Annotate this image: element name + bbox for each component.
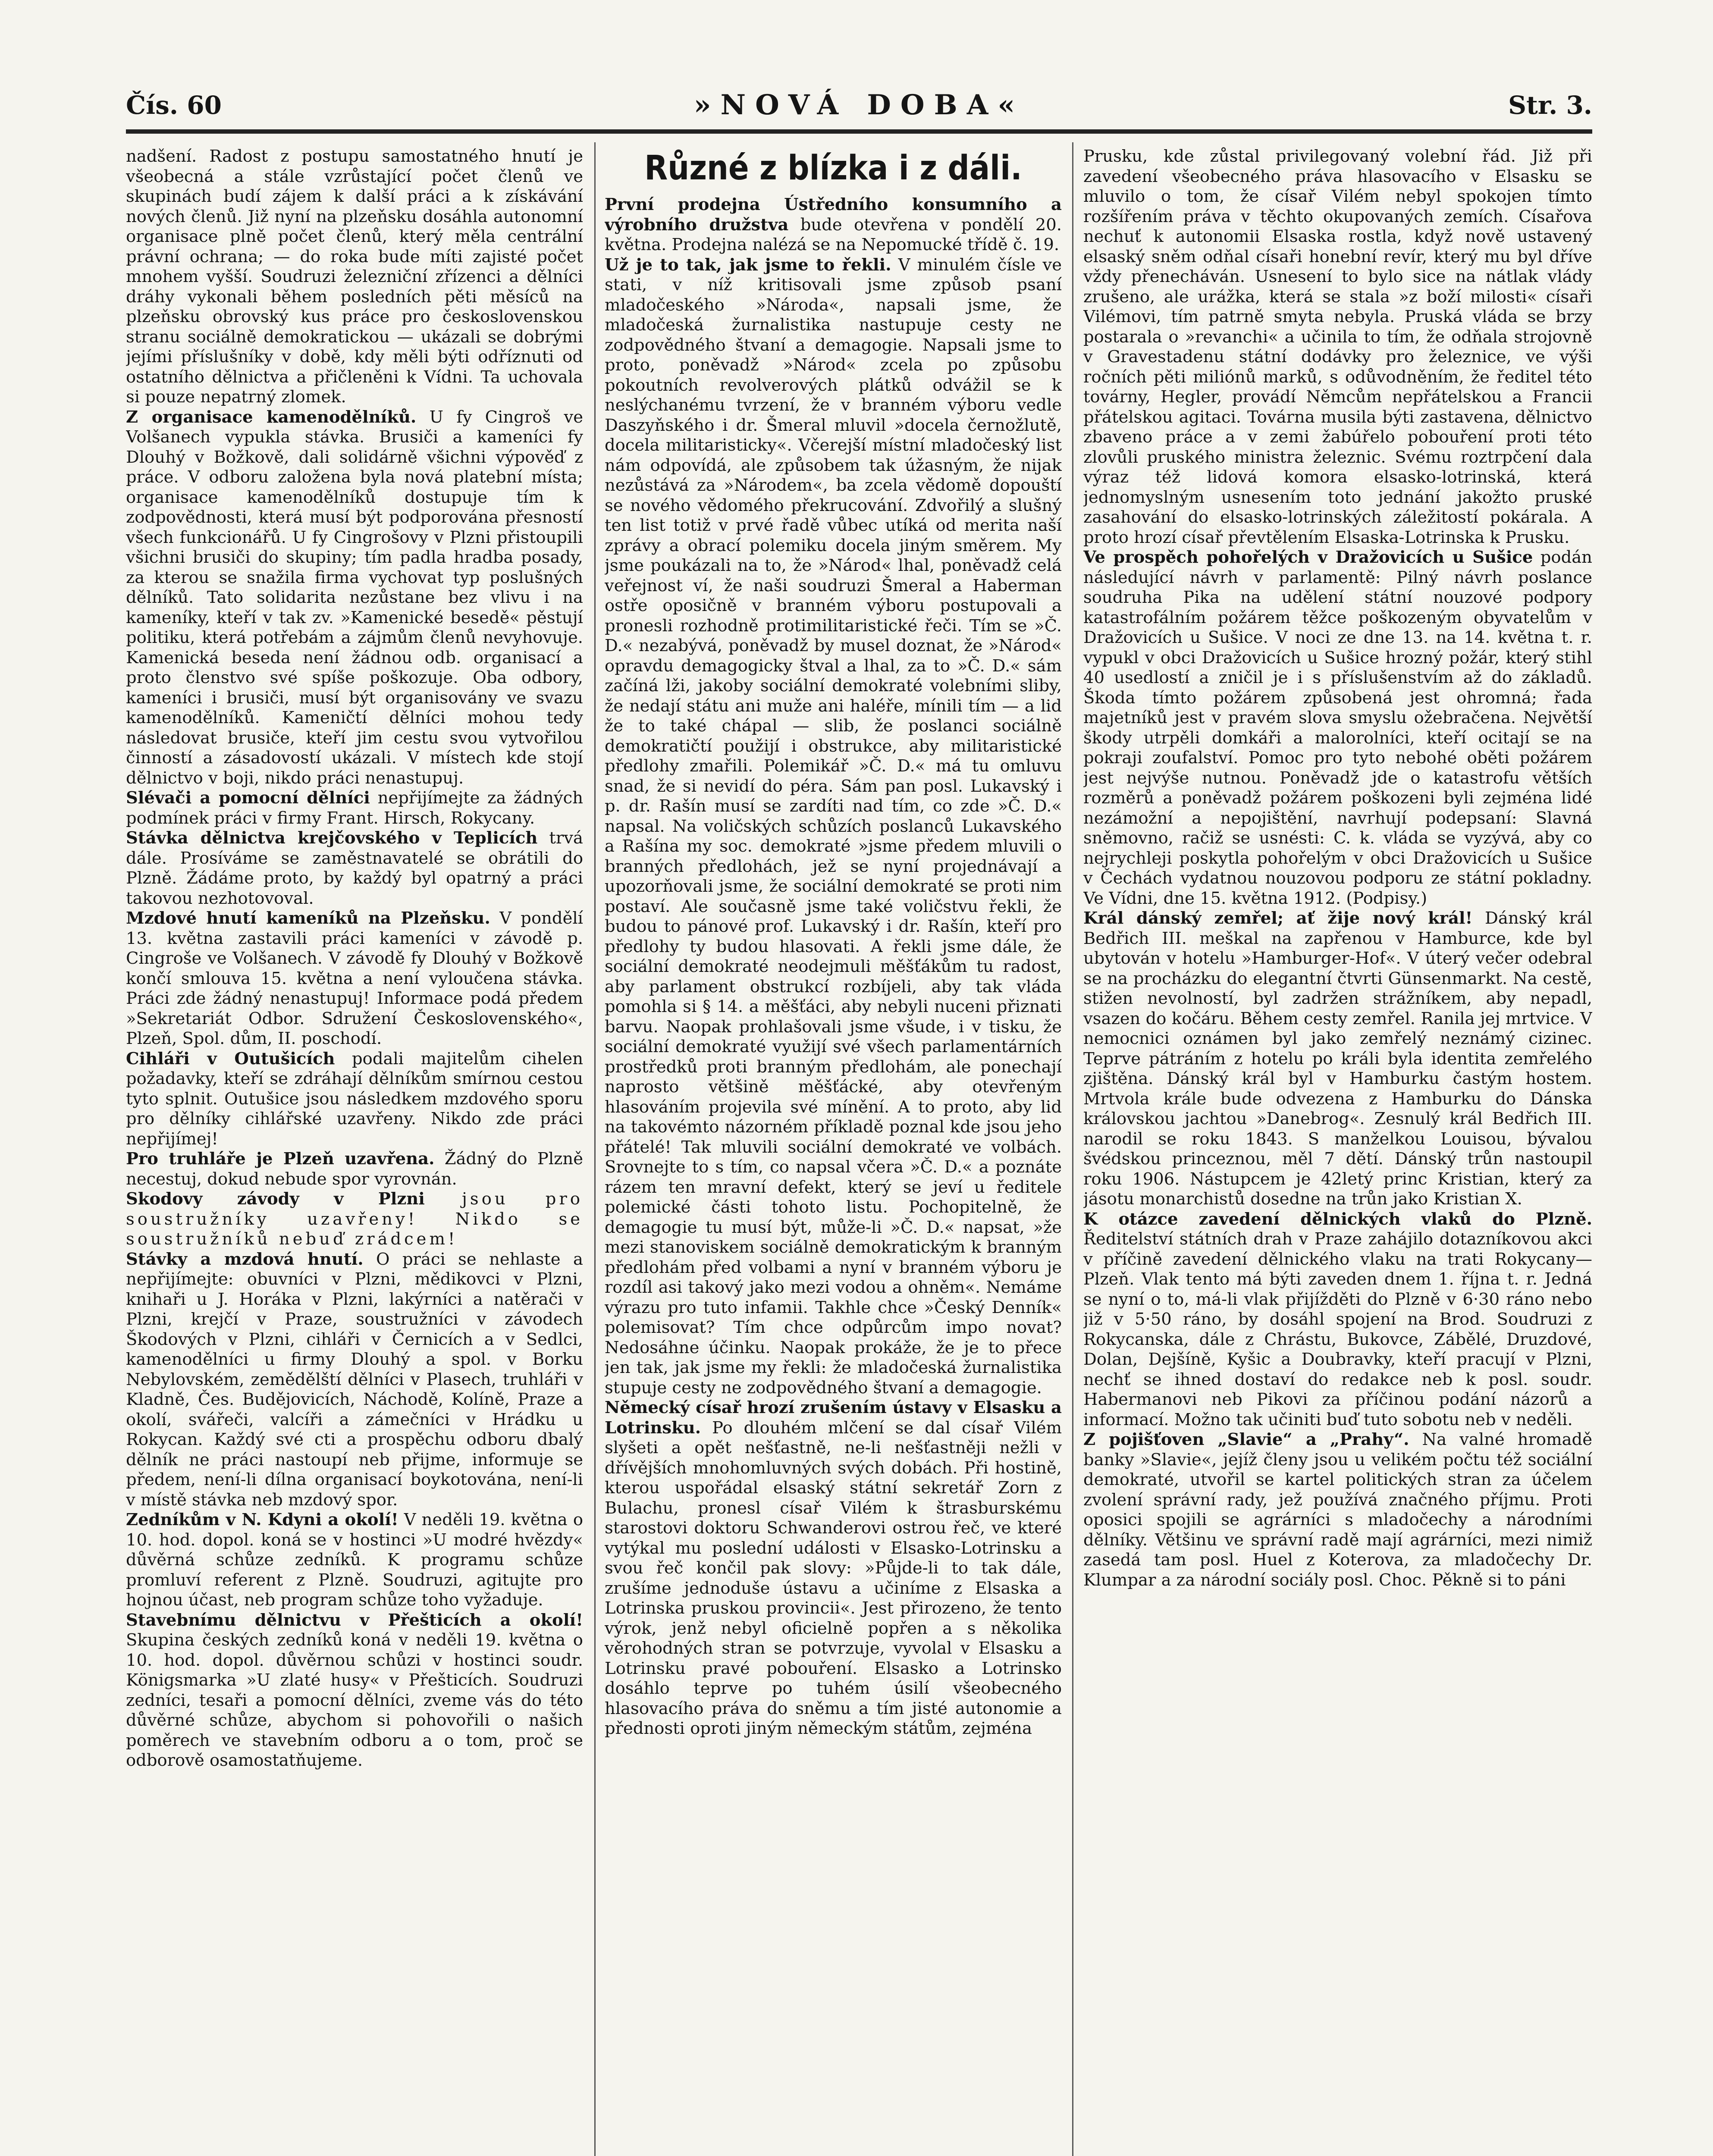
article-paragraph [1083,909,1592,1210]
page-header [126,87,1592,126]
article-paragraph [126,788,583,828]
column-divider-1 [594,142,596,2156]
article-text: Ředitelství státních drah v Praze zahájilo dotazníkovou akci v příčině zavedení dělnického vlaku na trati Rokycany—Plzeň. Vlak tento má býti zaveden dnem 1. října t. r. Jedná se nyní o to, má-li vlak přijížděti do Plzně v 6·30 ráno nebo již v 5·50 ráno, by dosáhl spojení na Brod. Soudruzi z Rokycanska, dále z Chrástu, Bukovce, Zábělé, Druzdové, Dolan, Dejšíně, Kyšic a Doubravky, kteří pracují v Plzni, nechť se ihned dostaví do redakce neb k posl. soudr. Habermanovi neb Pikovi za příčinou podání názorů a informací. Možno tak učiniti buď tuto sobotu neb v neděli. [1083,1229,1592,1429]
article-text: O práci se nehlaste a nepřijímejte: obuvníci v Plzni, mědikovci v Plzni, knihaři u J. Horáka v Plzni, lakýrníci a natěrači v Plzni, krejčí v Praze, soustružníci v závodech Škodových v Plzni, cihláři v Černicích a v Sedlci, kamenodělníci u firmy Dlouhý a spol. v Borku Nebylovském, zemědělští dělníci v Plasech, truhláři v Kladně, Čes. Budějovicích, Náchodě, Kolíně, Praze a okolí, svářeči, valcíři a zámečníci v Hrádku u Rokycan. Každý své cti a prospěchu odboru dbalý dělník ne práci nastoupí neb přijme, informuje se předem, není-li dílna organisací boykotována, není-li v místě stávka neb mzdový spor. [126,1249,583,1510]
issue-number: Čís. 60 [126,91,222,120]
column-3 [1083,147,1592,2156]
article-text: Na valné hromadě banky »Slavie«, jejíž členy jsou u velikém počtu též sociální demokraté, utvořil se kartel politických stran za účelem zvolení správní rady, jež používá značného příjmu. Proti oposici spojili se agrárníci s mladočechy a národními dělníky. Většinu ve správní radě mají agrárníci, mezi nimiž zasedá tam posl. Huel z Koterova, za mladočechy Dr. Klumpar a za národní sociály posl. Choc. Pěkně si to páni [1083,1430,1592,1590]
article-heading: První prodejna Ústředního konsumního a výrobního družstva [605,195,1062,235]
article-heading: Už je to tak, jak jsme to řekli. [605,255,891,275]
header-rule [126,129,1592,134]
article-text: Skupina českých zedníků koná v neděli 19. května o 10. hod. dopol. důvěrnou schůzi v hostinci soudr. Königsmarka »U zlaté husy« v Přešticích. Soudruzi zedníci, tesaři a pomocní dělníci, zveme vás do této důvěrné schůze, abychom si pohovořili o našich poměrech ve stavebním odboru a o tom, proč se odborově osamostatňujeme. [126,1630,583,1770]
article-text: Dánský král Bedřich III. meškal na zapřenou v Hamburce, kde byl ubytován v hotelu »Hamburger-Hof«. V úterý večer odebral se na procházku do elegantní čtvrti Günsenmarkt. Na cestě, stižen nevolností, byl zadržen strážníkem, aby nepadl, vsazen do kočáru. Během cesty zemřel. Ranila jej mrtvice. V nemocnici oznámen byl jako zemřelý neznámý cizinec. Teprve pátráním z hotelu po králi byla identita zemřelého zjištěna. Dánský král byl v Hamburku častým hostem. Mrtvola krále bude odvezena z Hamburku do Dánska královskou jachtou »Danebrog«. Zesnulý král Bedřich III. narodil se roku 1843. S manželkou Louisou, bývalou švédskou princeznou, měl 7 dětí. Dánský trůn nastoupil roku 1906. Nástupcem je 42letý princ Kristian, který za jásotu monarchistů dosedne na trůn jako Kristian X. [1083,909,1592,1209]
article-paragraph [1083,1210,1592,1430]
page-number: Str. 3. [1508,91,1592,120]
article-paragraph [605,195,1062,255]
article-heading: Mzdové hnutí kameníků na Plzeňsku. [126,909,490,928]
article-text: V neděli 19. května o 10. hod. dopol. koná se v hostinci »U modré hvězdy« důvěrná schůze zedníků. K programu schůze promluví referent z Plzně. Soudruzi, agitujte pro hojnou účast, neb program schůze toho vyžaduje. [126,1510,583,1610]
article-paragraph [1083,1430,1592,1590]
article-text: bude otevřena v pondělí 20. května. Prodejna nalézá se na Nepomucké třídě č. 19. [605,215,1062,254]
column-divider-2 [1072,142,1073,2156]
article-text: nepřijímejte za žádných podmínek práci v firmy Frant. Hirsch, Rokycany. [126,788,583,828]
article-heading: Německý císař hrozí zrušením ústavy v Elsasku a Lotrinsku. [605,1398,1062,1438]
article-paragraph [126,909,583,1049]
article-heading: Cihláři v Outušicích [126,1049,335,1069]
article-text: U fy Cingroš ve Volšanech vypukla stávka. Brusiči a kameníci fy Dlouhý v Božkově, dali solidárně všichni výpověď z práce. V odboru založena byla nová platební místa; organisace kamenodělníků dostupuje tím k zodpovědnosti, která musí být podporována přesností všech funkcionářů. U fy Cingrošovy v Plzni přistoupili všichni brusiči do skupiny; tím padla hradba posady, za kterou se snažila firma vychovat typ poslušných dělníků. Tato solidarita nezůstane bez vlivu i na kameníky, kteří v tak zv. »Kamenické besedě« pěstují politiku, která potřebám a zájmům členů nevyhovuje. Kamenická beseda není žádnou odb. organisací a proto členstvo své spíše poškozuje. Oba odbory, kameníci i brusiči, musí být organisovány ve svazu kamenodělníků. Kameničtí dělníci mohou tedy následovat brusiče, kteří jim cestu svou vytvořilou činností a zásadovostí ukázali. V místech kde stojí dělnictvo v boji, nikdo práci nenastupuj. [126,407,583,788]
article-paragraph [126,407,583,789]
article-text: podali majitelům cihelen požadavky, kteří se zdráhají dělníkům smírnou cestou tyto splnit. Outušice jsou následkem mzdového sporu pro dělníky cihlářské uzavřeny. Nikdo zde práci nepřijímej! [126,1049,583,1149]
article-heading: Ve prospěch pohořelých v Dražovicích u Sušice [1083,548,1533,567]
article-heading: Stávka dělnictva krejčovského v Teplicích [126,828,538,848]
article-heading: Slévači a pomocní dělníci [126,788,370,808]
section-title: Různé z blízka i z dáli. [644,149,1022,188]
article-paragraph [126,828,583,909]
article-heading: Pro truhláře je Plzeň uzavřena. [126,1149,435,1169]
column-2 [605,147,1062,2156]
article-text: jsou pro soustružníky uzavřeny! Nikdo se soustružníků nebuď zrádcem! [126,1189,583,1249]
newspaper-title: »NOVÁ DOBA« [693,89,1025,121]
article-text: V minulém čísle ve stati, v níž kritisovali jsme způsob psaní mladočeského »Národa«, napsali jsme, že mladočeská žurnalistika nastupuje cesty ne zodpovědného štvaní a demagogie. Napsali jsme to proto, poněvadž »Národ« zcela po způsobu pokoutních revolverových plátků odvážil se k neslýchanému tvrzení, že v branném výboru vedle Daszyňského i dr. Šmeral mluvil »docela černožlutě, docela militaristicky«. Včerejší místní mladočeský list nám odpovídá, ale způsobem tak úžasným, že nijak nezůstává za »Národem«, ba zcela vědomě dopouští se nového vědomého překrucování. Zdvořilý a slušný ten list totiž v prvé řadě vůbec utíká od merita naší zprávy a obrací polemiku docela jiným směrem. My jsme poukázali na to, že »Národ« lhal, poněvadž celá veřejnost ví, že naši soudruzi Šmeral a Haberman ostře oposičně v branném výboru postupovali a pronesli rozhodně protimilitaristické řeči. Tím se »Č. D.« nezabývá, poněvadž by musel doznat, že »Národ« opravdu demagogicky štval a lhal, za to »Č. D.« sám začíná lži, jakoby sociální demokraté volebními sliby, že nedají státu ani muže ani haléře, mínili tím — a lid že to také chápal — slib, že poslanci sociálně demokratičtí použijí i obstrukce, aby militaristické předlohy zmařili. Polemikář »Č. D.« má tu omluvu snad, že si nevidí do péra. Sám pan posl. Lukavský i p. dr. Rašín musí se zardíti nad tím, co zde »Č. D.« napsal. Na voličských schůzích poslanců Lukavského a Rašína my soc. demokraté »jsme předem mluvili o branných předlohách, jež se nyní projednávají a upozorňovali jsme, že sociální demokraté se proti nim postaví. Ale současně jsme také voličstvu řekli, že budou to pánové prof. Lukavský i dr. Rašín, kteří pro předlohy ty budou hlasovati. A řekli jsme dále, že sociální demokraté neodejmuli měšťákům tu radost, aby parlament obstrukcí rozbíjeli, aby tak vláda pomohla si § 14. a měšťáci, aby nebyli nuceni přiznati barvu. Naopak prohlašovali jsme všude, i v tisku, že sociální demokraté využijí své všech parlamentárních prostředků proti branným předlohám, ale ponechají naprosto většině měšťácké, aby otevřeným hlasováním projevila své mínění. A to proto, aby lid na takovémto názorném příkladě poznal kde jsou jeho přátelé! Tak mluvili sociální demokraté ve volbách. Srovnejte to s tím, co napsal včera »Č. D.« a poznáte rázem ten mravní defekt, který se jeví u ředitele polemické části tohoto listu. Pochopitelně, že demagogie tu musí být, může-li »Č. D.« napsat, »že mezi stanoviskem sociálně demokratickým k branným předlohám před volbami a nyní v branném výboru je rozdíl asi takový jako mezi vodou a ohněm«. Nemáme výrazu pro tuto infamii. Takhle chce »Český Denník« polemisovat? Tím chce odpůrcům impo novat? Nedosáhne účinku. Naopak prokáže, že je to přece jen tak, jak jsme my řekli: že mladočeská žurnalistika stupuje cesty ne zodpovědného štvaní a demagogie. [605,255,1062,1398]
article-heading: Král dánský zemřel; ať žije nový král! [1083,909,1473,928]
article-text: V pondělí 13. května zastavili práci kameníci v závodě p. Cingroše ve Volšanech. V závodě fy Dlouhý v Božkově končí smlouva 15. května a není vyloučena stávka. Práci zde žádný nenastupuj! Informace podá předem »Sekretariát Odbor. Sdružení Československého«, Plzeň, Spol. dům, II. poschodí. [126,909,583,1048]
article-heading: Z organisace kamenodělníků. [126,407,417,427]
article-text: Žádný do Plzně necestuj, dokud nebude spor vyrovnán. [126,1149,583,1189]
article-heading: Zedníkům v N. Kdyni a okolí! [126,1510,398,1529]
article-paragraph [126,1149,583,1189]
article-heading: K otázce zavedení dělnických vlaků do Plzně. [1083,1209,1592,1229]
article-heading: Stávky a mzdová hnutí. [126,1249,364,1269]
article-text: nadšení. Radost z postupu samostatného hnutí je všeobecná a stále vzrůstající počet členů ve skupinách budí zájem k další práci a k získávání nových členů. Již nyní na plzeňsku dosáhla autonomní organisace plně počet členů, který měla centrální právní ochrana; — do roka bude míti zajisté počet mnohem vyšší. Soudruzi železniční zřízenci a dělníci dráhy vykonali během posledních pěti měsíců na plzeňsku obrovský kus práce pro československou stranu sociálně demokratickou — ukázali se dobrými jejími příslušníky v době, kdy měli býti odříznuti od ostatního dělnictva a přičleněni k Vídni. Ta uchovala si pouze nepatrný zlomek. [126,147,583,407]
article-paragraph [126,1250,583,1510]
article-heading: Skodovy závody v Plzni [126,1189,425,1209]
article-paragraph [126,1510,583,1611]
article-paragraph [605,255,1062,1398]
article-text: trvá dále. Prosíváme se zaměstnavatelé se obrátili do Plzně. Žádáme proto, by každý byl opatrný a práci takovou nezhotovoval. [126,828,583,908]
article-text: Prusku, kde zůstal privilegovaný volební řád. Již při zavedení všeobecného práva hlasovacího v Elsasku se mluvilo o tom, že císař Vilém nebyl spokojen tímto rozšířením práva v těchto okupovaných zemích. Císařova nechuť k autonomii Elsaska rostla, když nově ustavený elsaský sněm odňal císaři honební revír, který mu byl dříve vždy přenecháván. Usnesení to bylo sice na nátlak vlády zrušeno, ale urážka, která se stala »z boží milosti« císaři Vilémovi, tím patrně smyta nebyla. Pruská vláda se brzy postarala o »revanchi« a učinila to tím, že odňala strojovně v Gravestadenu státní dodávky pro železnice, ve výši ročních pěti miliónů marků, s odůvodněním, že ředitel této továrny, Hegler, provádí Němcům nepřátelskou a Francii přátelskou agitaci. Továrna musila býti zastavena, dělnictvo zbaveno práce a v zemi žabúřelo pobouření proti této zlovůli pruského ministra železnic. Svému roztrpčení dala výraz též lidová komora elsasko-lotrinská, která jednomyslným usnesením toto jednání jakožto pruské zasahování do elsasko-lotrinských záležitostí pokárala. A proto hrozí císař převtělením Elsaska-Lotrinska k Prusku. [1083,147,1592,547]
article-paragraph [126,147,583,407]
article-text: podán následující návrh v parlamentě: Pilný návrh poslance soudruha Pika na udělení státní nouzové podpory katastrofálním požárem těžce poškozeným obyvatelům v Dražovicích u Sušice. V noci ze dne 13. na 14. května t. r. vypukl v obci Dražovicích u Sušice hrozný požár, který stihl 40 usedlostí a zničil je i s příslušenstvím až do základů. Škoda tímto požárem způsobená jest ohromná; řada majetníků jest v pravém slova smyslu ožebračena. Největší škody utrpěli domkáři a malorolníci, kteří ocitají se na pokraji zoufalství. Pomoc pro tyto nebohé oběti požárem jest nejvýše nutnou. Poněvadž jde o katastrofu větších rozměrů a poněvadž požárem poškozeni byli zejména lidé nezámožní a nepojištění, navrhují podepsaní: Slavná sněmovno, račiž se usnésti: C. k. vláda se vyzývá, aby co nejrychleji poskytla pohořelým v obci Dražovicích u Sušice v Čechách vydatnou nouzovou podporu ze státní pokladny. Ve Vídni, dne 15. května 1912. (Podpisy.) [1083,548,1592,908]
article-paragraph [126,1049,583,1150]
article-heading: Stavebnímu dělnictvu v Přešticích a okolí! [126,1610,583,1630]
article-heading: Z pojišťoven „Slavie“ a „Prahy“. [1083,1430,1409,1449]
article-text: Po dlouhém mlčení se dal císař Vilém slyšeti a opět nešťastně, ne-li nešťastněji nežli v dřívějších mnohomluvných svých dobách. Při hostině, kterou uspořádal elsaský státní sekretář Zorn z Bulachu, pronesl císař Vilém k štrasburskému starostovi doktoru Schwanderovi ostrou řeč, ve které vytýkal mu poslední události v Elsasko-Lotrinsku a svou řeč končil pak slovy: »Půjde-li to tak dále, zrušíme jednoduše ústavu a učiníme z Elsaska a Lotrinska pruskou provincii«. Jest přirozeno, že tento výrok, jenž nebyl oficielně popřen a s několika věrohodných stran se potvrzuje, vyvolal v Elsasku a Lotrinsku pravé pobouření. Elsasko a Lotrinsko dosáhlo teprve po tuhém úsilí všeobecného hlasovacího práva do sněmu a tím jisté autonomie a přednosti oproti jiným německým státům, zejména [605,1418,1062,1738]
article-paragraph [126,1189,583,1250]
article-paragraph [1083,548,1592,909]
column-1 [126,147,583,2156]
article-paragraph [1083,147,1592,548]
article-paragraph [126,1611,583,1771]
article-paragraph [605,1398,1062,1739]
